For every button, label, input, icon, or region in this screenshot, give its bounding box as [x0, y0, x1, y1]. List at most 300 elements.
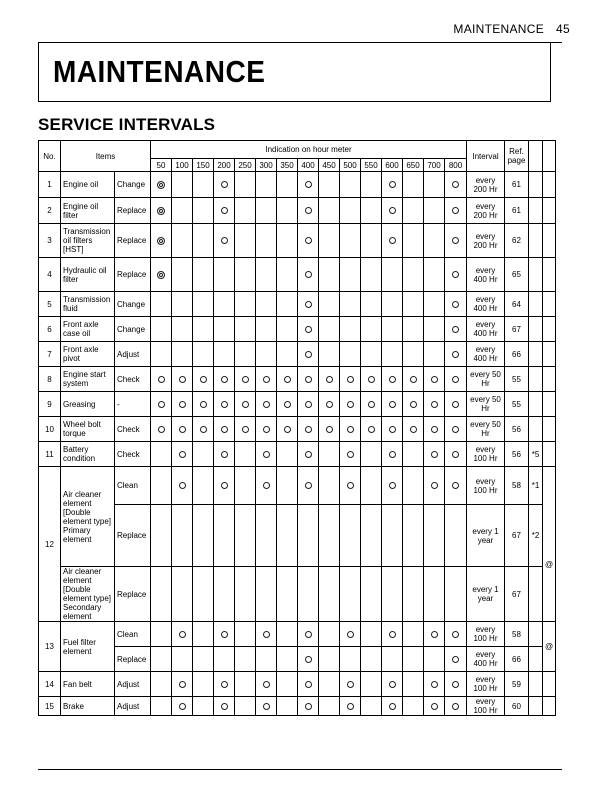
- interval-value: every 400 Hr: [467, 317, 505, 342]
- interval-mark-cell: [277, 697, 298, 716]
- interval-mark-cell: [382, 505, 403, 567]
- interval-mark-cell: [172, 224, 193, 258]
- header-interval: Interval: [467, 141, 505, 172]
- interval-mark-cell: [151, 172, 172, 198]
- interval-mark-cell: [193, 172, 214, 198]
- interval-mark-cell: [319, 467, 340, 505]
- item-action: Replace: [115, 258, 151, 292]
- interval-mark-cell: [277, 342, 298, 367]
- interval-mark-cell: [403, 258, 424, 292]
- interval-value: every 200 Hr: [467, 198, 505, 224]
- header-no: No.: [39, 141, 61, 172]
- interval-mark-cell: [256, 442, 277, 467]
- interval-mark-cell: [445, 567, 467, 622]
- item-action: Replace: [115, 567, 151, 622]
- interval-mark-cell: [235, 647, 256, 672]
- interval-mark-cell: [382, 367, 403, 392]
- title-box: [38, 42, 551, 102]
- interval-mark-cell: [193, 697, 214, 716]
- interval-mark-cell: [361, 172, 382, 198]
- interval-mark-cell: [151, 367, 172, 392]
- interval-value: every 200 Hr: [467, 224, 505, 258]
- interval-mark-cell: [361, 392, 382, 417]
- extra-cell: [543, 442, 556, 467]
- circle-mark-icon: [389, 703, 396, 710]
- item-name: Battery condition: [61, 442, 115, 467]
- interval-mark-cell: [445, 258, 467, 292]
- interval-mark-cell: [235, 417, 256, 442]
- circle-mark-icon: [452, 656, 459, 663]
- table-row: [39, 672, 556, 697]
- item-name: Front axle pivot: [61, 342, 115, 367]
- hour-350: 350: [277, 159, 298, 172]
- item-action: Adjust: [115, 342, 151, 367]
- circle-mark-icon: [200, 426, 207, 433]
- interval-mark-cell: [445, 224, 467, 258]
- ref-page-value: 56: [505, 442, 529, 467]
- interval-mark-cell: [382, 317, 403, 342]
- interval-mark-cell: [424, 647, 445, 672]
- ref-page-value: 66: [505, 647, 529, 672]
- interval-mark-cell: [277, 442, 298, 467]
- interval-mark-cell: [256, 647, 277, 672]
- circle-mark-icon: [431, 426, 438, 433]
- interval-mark-cell: [193, 392, 214, 417]
- row-number: 13: [39, 622, 61, 672]
- header-indication: Indication on hour meter: [151, 141, 467, 159]
- interval-value: every 400 Hr: [467, 647, 505, 672]
- table-row: [39, 697, 556, 716]
- interval-mark-cell: [256, 672, 277, 697]
- circle-mark-icon: [431, 401, 438, 408]
- interval-mark-cell: [382, 292, 403, 317]
- interval-mark-cell: [235, 442, 256, 467]
- interval-mark-cell: [256, 697, 277, 716]
- interval-mark-cell: [319, 647, 340, 672]
- table-row: [39, 417, 556, 442]
- circle-mark-icon: [347, 681, 354, 688]
- interval-mark-cell: [445, 622, 467, 647]
- item-action: Adjust: [115, 672, 151, 697]
- item-action: Check: [115, 367, 151, 392]
- interval-mark-cell: [403, 697, 424, 716]
- interval-value: every 50 Hr: [467, 417, 505, 442]
- interval-mark-cell: [361, 367, 382, 392]
- circle-mark-icon: [368, 401, 375, 408]
- circle-mark-icon: [305, 703, 312, 710]
- interval-mark-cell: [172, 392, 193, 417]
- circle-mark-icon: [179, 703, 186, 710]
- interval-mark-cell: [298, 292, 319, 317]
- interval-mark-cell: [403, 392, 424, 417]
- ref-page-value: 67: [505, 317, 529, 342]
- interval-mark-cell: [235, 224, 256, 258]
- hour-50: 50: [151, 159, 172, 172]
- note-value: [529, 224, 543, 258]
- row-number: 6: [39, 317, 61, 342]
- circle-mark-icon: [305, 401, 312, 408]
- table-row: [39, 505, 556, 567]
- item-name: Engine start system: [61, 367, 115, 392]
- interval-mark-cell: [256, 392, 277, 417]
- ref-page-value: 56: [505, 417, 529, 442]
- circle-mark-icon: [179, 631, 186, 638]
- note-value: [529, 417, 543, 442]
- interval-mark-cell: [298, 198, 319, 224]
- circle-mark-icon: [179, 376, 186, 383]
- footer-rule: [38, 769, 562, 770]
- interval-mark-cell: [172, 342, 193, 367]
- interval-mark-cell: [235, 198, 256, 224]
- note-value: [529, 647, 543, 672]
- interval-mark-cell: [361, 622, 382, 647]
- interval-mark-cell: [172, 442, 193, 467]
- interval-mark-cell: [403, 292, 424, 317]
- interval-mark-cell: [319, 342, 340, 367]
- circle-mark-icon: [158, 426, 165, 433]
- interval-mark-cell: [172, 172, 193, 198]
- interval-mark-cell: [340, 392, 361, 417]
- note-value: *5: [529, 442, 543, 467]
- interval-mark-cell: [340, 224, 361, 258]
- circle-mark-icon: [368, 426, 375, 433]
- extra-cell: [543, 172, 556, 198]
- interval-mark-cell: [340, 198, 361, 224]
- interval-mark-cell: [382, 697, 403, 716]
- note-value: [529, 258, 543, 292]
- circle-mark-icon: [389, 181, 396, 188]
- interval-mark-cell: [193, 647, 214, 672]
- interval-mark-cell: [298, 697, 319, 716]
- circle-mark-icon: [305, 451, 312, 458]
- circle-mark-icon: [179, 451, 186, 458]
- interval-mark-cell: [172, 697, 193, 716]
- interval-mark-cell: [445, 467, 467, 505]
- interval-mark-cell: [361, 198, 382, 224]
- circle-mark-icon: [347, 376, 354, 383]
- hour-200: 200: [214, 159, 235, 172]
- interval-mark-cell: [445, 392, 467, 417]
- circle-mark-icon: [431, 482, 438, 489]
- interval-mark-cell: [424, 258, 445, 292]
- table-row: [39, 647, 556, 672]
- interval-mark-cell: [424, 317, 445, 342]
- ref-page-value: 64: [505, 292, 529, 317]
- interval-mark-cell: [193, 317, 214, 342]
- circle-mark-icon: [179, 681, 186, 688]
- interval-mark-cell: [298, 367, 319, 392]
- interval-mark-cell: [151, 647, 172, 672]
- interval-mark-cell: [298, 417, 319, 442]
- note-value: [529, 567, 543, 622]
- circle-mark-icon: [179, 482, 186, 489]
- hour-700: 700: [424, 159, 445, 172]
- interval-mark-cell: [214, 697, 235, 716]
- interval-mark-cell: [403, 467, 424, 505]
- circle-mark-icon: [389, 401, 396, 408]
- circle-mark-icon: [452, 451, 459, 458]
- circle-mark-icon: [158, 376, 165, 383]
- item-action: Check: [115, 442, 151, 467]
- interval-mark-cell: [298, 647, 319, 672]
- hour-500: 500: [340, 159, 361, 172]
- extra-cell: [543, 367, 556, 392]
- circle-mark-icon: [452, 703, 459, 710]
- circle-mark-icon: [326, 401, 333, 408]
- circle-mark-icon: [389, 482, 396, 489]
- circle-mark-icon: [284, 401, 291, 408]
- interval-mark-cell: [151, 292, 172, 317]
- circle-mark-icon: [221, 401, 228, 408]
- interval-mark-cell: [214, 567, 235, 622]
- circle-mark-icon: [452, 271, 459, 278]
- interval-mark-cell: [256, 317, 277, 342]
- interval-mark-cell: [424, 467, 445, 505]
- interval-value: every 100 Hr: [467, 672, 505, 697]
- interval-mark-cell: [403, 505, 424, 567]
- circle-mark-icon: [263, 681, 270, 688]
- interval-mark-cell: [403, 198, 424, 224]
- interval-mark-cell: [319, 622, 340, 647]
- hour-600: 600: [382, 159, 403, 172]
- interval-value: every 400 Hr: [467, 258, 505, 292]
- note-value: [529, 672, 543, 697]
- interval-mark-cell: [382, 417, 403, 442]
- circle-mark-icon: [221, 703, 228, 710]
- interval-mark-cell: [424, 442, 445, 467]
- double-circle-mark-icon: [157, 207, 165, 215]
- interval-mark-cell: [382, 467, 403, 505]
- circle-mark-icon: [305, 426, 312, 433]
- interval-mark-cell: [298, 567, 319, 622]
- interval-value: every 50 Hr: [467, 367, 505, 392]
- circle-mark-icon: [221, 451, 228, 458]
- circle-mark-icon: [179, 426, 186, 433]
- item-name: Fuel filter element: [61, 622, 115, 672]
- interval-mark-cell: [277, 172, 298, 198]
- interval-mark-cell: [256, 198, 277, 224]
- circle-mark-icon: [452, 351, 459, 358]
- extra-cell: [543, 317, 556, 342]
- interval-mark-cell: [403, 417, 424, 442]
- interval-mark-cell: [172, 467, 193, 505]
- interval-mark-cell: [277, 367, 298, 392]
- at-mark: @: [543, 622, 556, 672]
- interval-mark-cell: [214, 672, 235, 697]
- interval-mark-cell: [193, 417, 214, 442]
- circle-mark-icon: [221, 207, 228, 214]
- table-row: [39, 467, 556, 505]
- interval-mark-cell: [277, 467, 298, 505]
- interval-mark-cell: [382, 442, 403, 467]
- interval-mark-cell: [340, 367, 361, 392]
- interval-mark-cell: [340, 505, 361, 567]
- note-value: *2: [529, 505, 543, 567]
- circle-mark-icon: [452, 482, 459, 489]
- interval-mark-cell: [382, 172, 403, 198]
- interval-mark-cell: [403, 647, 424, 672]
- circle-mark-icon: [221, 631, 228, 638]
- interval-mark-cell: [235, 317, 256, 342]
- header-items: Items: [61, 141, 151, 172]
- extra-cell: [543, 258, 556, 292]
- interval-mark-cell: [382, 672, 403, 697]
- row-number: 7: [39, 342, 61, 367]
- double-circle-mark-icon: [157, 271, 165, 279]
- circle-mark-icon: [431, 703, 438, 710]
- interval-mark-cell: [424, 392, 445, 417]
- page-number: 45: [556, 22, 570, 36]
- interval-mark-cell: [319, 258, 340, 292]
- circle-mark-icon: [305, 326, 312, 333]
- circle-mark-icon: [389, 681, 396, 688]
- circle-mark-icon: [263, 426, 270, 433]
- interval-mark-cell: [214, 505, 235, 567]
- row-number: 1: [39, 172, 61, 198]
- interval-mark-cell: [172, 567, 193, 622]
- interval-mark-cell: [361, 567, 382, 622]
- interval-mark-cell: [361, 442, 382, 467]
- hour-400: 400: [298, 159, 319, 172]
- double-circle-mark-icon: [157, 237, 165, 245]
- item-action: Change: [115, 172, 151, 198]
- table-row: [39, 392, 556, 417]
- circle-mark-icon: [389, 426, 396, 433]
- hour-450: 450: [319, 159, 340, 172]
- circle-mark-icon: [242, 401, 249, 408]
- interval-mark-cell: [235, 172, 256, 198]
- interval-mark-cell: [361, 505, 382, 567]
- interval-mark-cell: [361, 224, 382, 258]
- interval-mark-cell: [298, 505, 319, 567]
- circle-mark-icon: [347, 631, 354, 638]
- interval-mark-cell: [445, 505, 467, 567]
- circle-mark-icon: [305, 482, 312, 489]
- interval-mark-cell: [424, 367, 445, 392]
- interval-mark-cell: [298, 258, 319, 292]
- interval-mark-cell: [235, 505, 256, 567]
- interval-mark-cell: [172, 417, 193, 442]
- interval-mark-cell: [361, 317, 382, 342]
- interval-mark-cell: [193, 442, 214, 467]
- interval-mark-cell: [172, 672, 193, 697]
- extra-cell: [543, 417, 556, 442]
- interval-mark-cell: [277, 505, 298, 567]
- item-action: Check: [115, 417, 151, 442]
- interval-mark-cell: [403, 342, 424, 367]
- interval-mark-cell: [277, 198, 298, 224]
- interval-mark-cell: [382, 622, 403, 647]
- interval-mark-cell: [214, 417, 235, 442]
- circle-mark-icon: [221, 482, 228, 489]
- interval-mark-cell: [361, 647, 382, 672]
- row-number: 4: [39, 258, 61, 292]
- interval-mark-cell: [151, 317, 172, 342]
- item-action: Clean: [115, 622, 151, 647]
- item-name: Front axle case oil: [61, 317, 115, 342]
- interval-mark-cell: [214, 342, 235, 367]
- interval-mark-cell: [298, 342, 319, 367]
- interval-mark-cell: [340, 172, 361, 198]
- interval-mark-cell: [214, 442, 235, 467]
- circle-mark-icon: [305, 681, 312, 688]
- interval-mark-cell: [319, 172, 340, 198]
- interval-mark-cell: [256, 505, 277, 567]
- table-row: [39, 198, 556, 224]
- extra-cell: [543, 697, 556, 716]
- circle-mark-icon: [452, 326, 459, 333]
- table-row: [39, 292, 556, 317]
- circle-mark-icon: [452, 376, 459, 383]
- circle-mark-icon: [431, 451, 438, 458]
- note-value: [529, 198, 543, 224]
- circle-mark-icon: [158, 401, 165, 408]
- interval-mark-cell: [235, 392, 256, 417]
- interval-mark-cell: [403, 224, 424, 258]
- row-number: 3: [39, 224, 61, 258]
- circle-mark-icon: [242, 376, 249, 383]
- circle-mark-icon: [305, 656, 312, 663]
- interval-mark-cell: [235, 622, 256, 647]
- running-header-section: MAINTENANCE: [453, 22, 545, 36]
- interval-mark-cell: [214, 367, 235, 392]
- interval-mark-cell: [172, 258, 193, 292]
- table-row: [39, 342, 556, 367]
- interval-mark-cell: [319, 224, 340, 258]
- interval-value: every 100 Hr: [467, 622, 505, 647]
- ref-page-value: 60: [505, 697, 529, 716]
- interval-mark-cell: [445, 342, 467, 367]
- interval-mark-cell: [172, 317, 193, 342]
- interval-mark-cell: [319, 417, 340, 442]
- interval-mark-cell: [277, 417, 298, 442]
- item-name: Wheel bolt torque: [61, 417, 115, 442]
- note-value: [529, 172, 543, 198]
- interval-mark-cell: [277, 258, 298, 292]
- header-ref-page: Ref. page: [505, 141, 529, 172]
- circle-mark-icon: [263, 631, 270, 638]
- interval-mark-cell: [445, 172, 467, 198]
- interval-mark-cell: [424, 417, 445, 442]
- interval-mark-cell: [445, 317, 467, 342]
- note-value: [529, 697, 543, 716]
- row-number: 15: [39, 697, 61, 716]
- note-value: [529, 367, 543, 392]
- hour-100: 100: [172, 159, 193, 172]
- interval-mark-cell: [424, 198, 445, 224]
- interval-mark-cell: [298, 442, 319, 467]
- item-name: Fan belt: [61, 672, 115, 697]
- circle-mark-icon: [263, 703, 270, 710]
- interval-mark-cell: [340, 622, 361, 647]
- interval-mark-cell: [298, 622, 319, 647]
- interval-mark-cell: [214, 622, 235, 647]
- interval-mark-cell: [172, 505, 193, 567]
- hour-650: 650: [403, 159, 424, 172]
- interval-mark-cell: [151, 342, 172, 367]
- circle-mark-icon: [347, 482, 354, 489]
- interval-mark-cell: [361, 697, 382, 716]
- circle-mark-icon: [242, 426, 249, 433]
- interval-mark-cell: [193, 672, 214, 697]
- interval-mark-cell: [445, 367, 467, 392]
- interval-mark-cell: [214, 292, 235, 317]
- interval-mark-cell: [277, 317, 298, 342]
- interval-mark-cell: [172, 367, 193, 392]
- interval-mark-cell: [277, 622, 298, 647]
- interval-mark-cell: [445, 697, 467, 716]
- interval-mark-cell: [277, 567, 298, 622]
